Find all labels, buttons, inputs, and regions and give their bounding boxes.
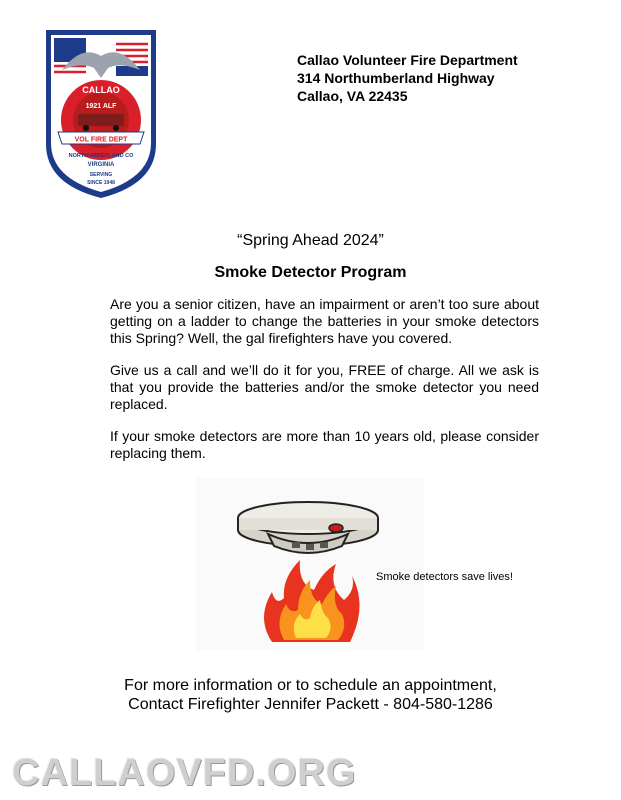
contact-info (0, 676, 621, 714)
patch-station-text: 1921 ALF (85, 103, 117, 110)
event-subtitle: “Spring Ahead 2024” (237, 232, 384, 249)
patch-county-text: NORTHUMBERLAND CO (68, 153, 134, 159)
fire-department-patch-logo (42, 24, 160, 202)
body-paragraph-2: Give us a call and we’ll do it for you, FREE of charge. All we ask is that you provide the batteries and/or the smoke detector you need replaced. (110, 362, 539, 412)
body-paragraph-3: If your smoke detectors are more than 10 years old, please consider replacing them. (110, 428, 539, 461)
patch-band-text: VOL FIRE DEPT (74, 136, 128, 144)
website-link[interactable]: CALLAOVFD.ORG (12, 752, 357, 794)
smoke-detector-icon (238, 502, 378, 553)
fire-truck-icon (78, 114, 124, 126)
patch-top-text: CALLAO (82, 85, 120, 95)
contact-line-2: Contact Firefighter Jennifer Packett - 804-580-1286 (128, 696, 493, 713)
patch-since-text: SINCE 1948 (87, 180, 115, 186)
body-paragraph-1: Are you a senior citizen, have an impairment or aren’t too sure about getting on a ladder to change the batteries in your smoke detectors this Spring? Well, the gal firefighters have you covered. (110, 296, 539, 346)
detector-led-icon (329, 524, 343, 532)
patch-state-text: VIRGINIA (87, 162, 115, 168)
smoke-detector-fire-illustration (232, 494, 384, 646)
flame-icon (264, 560, 360, 642)
event-title: Smoke Detector Program (214, 264, 407, 281)
contact-line-1: For more information or to schedule an appointment, (124, 677, 497, 694)
letterhead-address (297, 51, 518, 105)
street-address: 314 Northumberland Highway (297, 70, 495, 86)
org-name: Callao Volunteer Fire Department (297, 52, 518, 68)
patch-serving-text: SERVING (89, 172, 113, 178)
illustration-caption: Smoke detectors save lives! (376, 571, 513, 583)
city-state-zip: Callao, VA 22435 (297, 88, 408, 104)
flag-right-icon (116, 66, 148, 76)
